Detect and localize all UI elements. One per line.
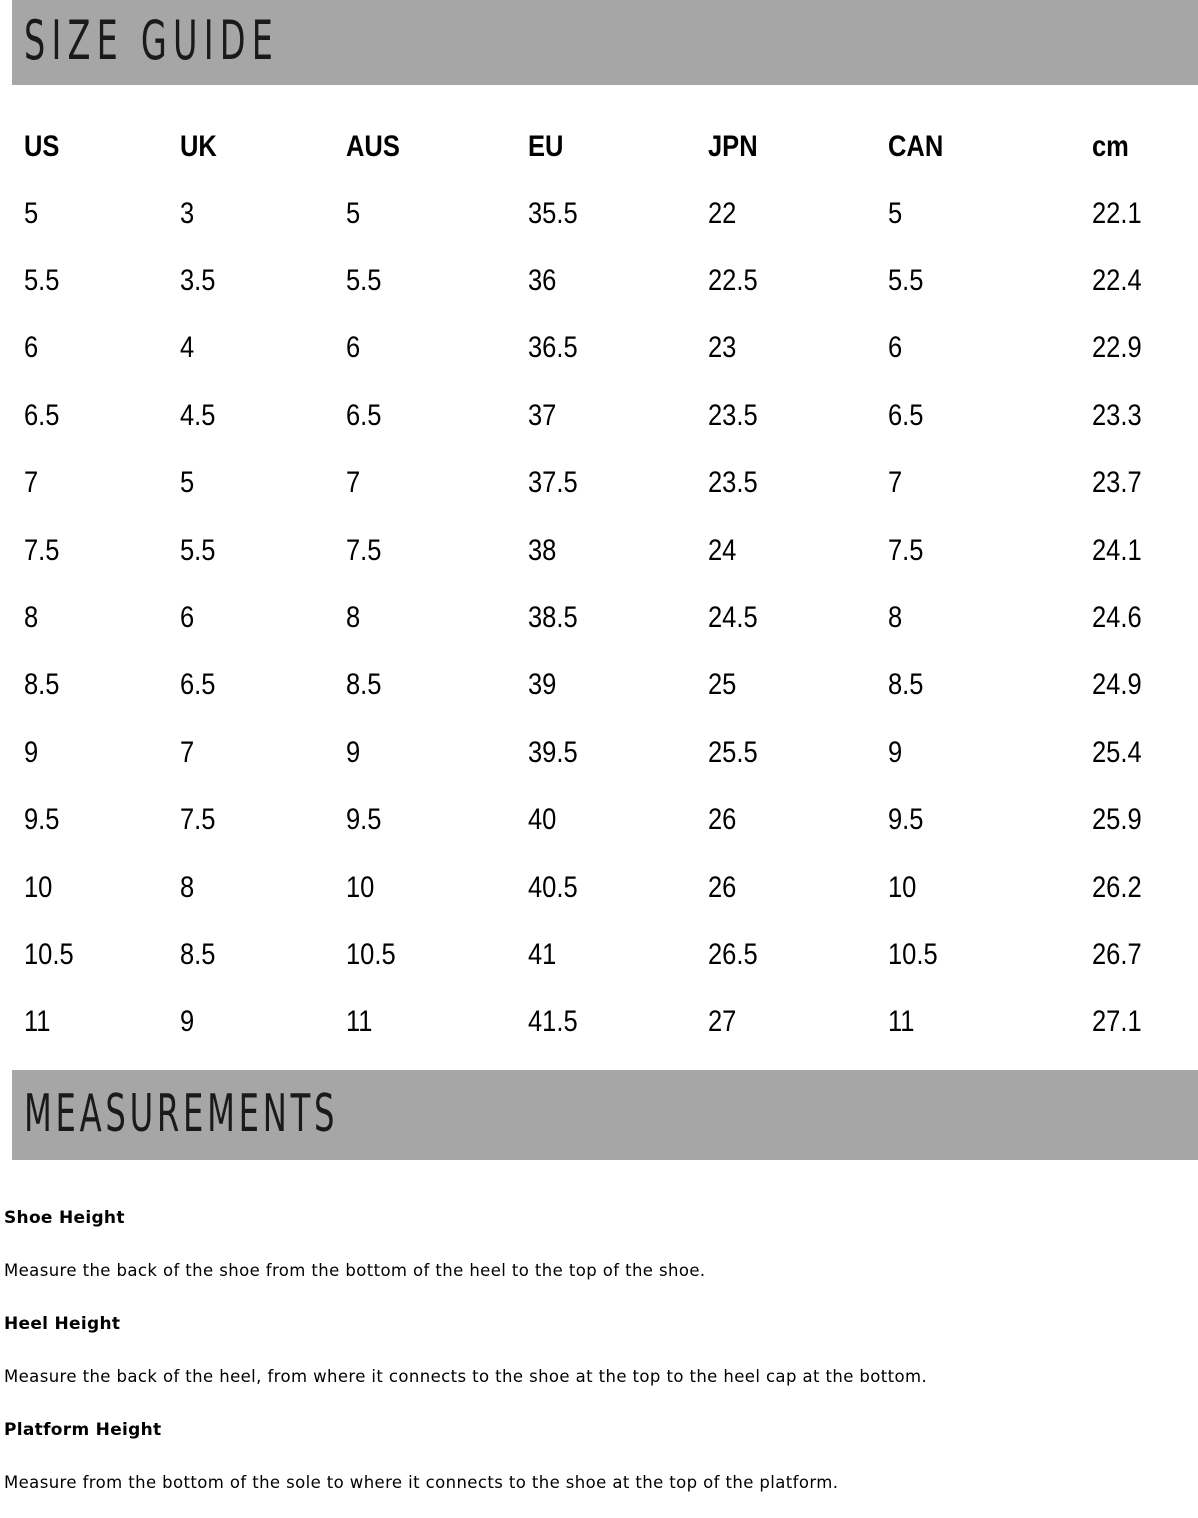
table-cell-value: 36.5: [528, 331, 578, 365]
table-cell: [0, 989, 156, 1056]
table-cell-value: 7: [180, 735, 195, 769]
table-cell-value: 23.3: [1092, 398, 1142, 432]
table-cell-value: 39.5: [528, 735, 578, 769]
table-cell: [156, 382, 322, 449]
table-cell-value: 27: [708, 1005, 737, 1039]
table-cell: [1068, 382, 1198, 449]
table-row: [0, 921, 1198, 988]
table-cell-value: 5: [180, 466, 195, 500]
table-cell-value: 25: [708, 668, 737, 702]
table-cell: [864, 584, 1068, 651]
table-cell: [322, 315, 504, 382]
table-cell: [864, 989, 1068, 1056]
table-cell-value: 8.5: [180, 937, 216, 971]
table-cell: [1068, 989, 1198, 1056]
table-cell-value: 7.5: [888, 533, 924, 567]
measurements-banner: [12, 1070, 1198, 1160]
table-cell-value: 9.5: [24, 803, 60, 837]
table-cell: [504, 584, 684, 651]
column-header: [0, 114, 156, 180]
table-cell: [322, 584, 504, 651]
table-cell-value: 8: [24, 601, 39, 635]
column-header-label: AUS: [346, 130, 400, 163]
table-cell-value: 10.5: [888, 937, 938, 971]
table-cell: [1068, 854, 1198, 921]
table-cell-value: 24.1: [1092, 533, 1142, 567]
table-cell: [504, 247, 684, 314]
table-cell-value: 11: [346, 1005, 373, 1039]
table-cell: [0, 854, 156, 921]
table-cell-value: 40.5: [528, 870, 578, 904]
table-cell: [156, 584, 322, 651]
table-cell-value: 9: [888, 735, 903, 769]
size-guide-banner: [12, 0, 1198, 85]
table-cell-value: 41: [528, 937, 557, 971]
table-cell-value: 6: [346, 331, 361, 365]
table-cell: [864, 247, 1068, 314]
column-header: [156, 114, 322, 180]
table-cell: [156, 247, 322, 314]
table-cell-value: 7: [346, 466, 361, 500]
table-cell: [322, 382, 504, 449]
table-cell-value: 24.6: [1092, 601, 1142, 635]
measurement-description: Measure the back of the heel, from where it connects to the shoe at the top to the heel cap at the bottom.: [4, 1367, 928, 1386]
table-cell: [684, 719, 864, 786]
table-cell-value: 9: [346, 735, 361, 769]
table-cell-value: 35.5: [528, 196, 578, 230]
table-row: [0, 517, 1198, 584]
table-cell-value: 26.2: [1092, 870, 1142, 904]
table-cell: [156, 517, 322, 584]
table-cell: [504, 854, 684, 921]
table-cell-value: 6: [180, 601, 195, 635]
column-header-label: cm: [1092, 130, 1129, 163]
table-cell-value: 22.1: [1092, 196, 1142, 230]
table-cell: [504, 921, 684, 988]
table-cell: [156, 854, 322, 921]
table-cell-value: 23.5: [708, 466, 758, 500]
table-cell: [504, 787, 684, 854]
table-cell-value: 27.1: [1092, 1005, 1142, 1039]
table-cell: [864, 382, 1068, 449]
table-cell: [864, 450, 1068, 517]
table-cell-value: 4: [180, 331, 195, 365]
table-cell: [864, 315, 1068, 382]
table-cell: [684, 315, 864, 382]
table-cell-value: 24.9: [1092, 668, 1142, 702]
table-cell: [684, 450, 864, 517]
table-cell: [684, 517, 864, 584]
table-cell-value: 5: [24, 196, 39, 230]
table-row: [0, 584, 1198, 651]
table-cell-value: 41.5: [528, 1005, 578, 1039]
table-cell-value: 4.5: [180, 398, 216, 432]
table-row: [0, 989, 1198, 1056]
column-header-label: EU: [528, 130, 564, 163]
table-cell: [156, 652, 322, 719]
table-cell: [0, 921, 156, 988]
column-header-label: US: [24, 130, 60, 163]
table-cell-value: 6: [888, 331, 903, 365]
measurements-title: MEASUREMENTS: [24, 1084, 339, 1144]
table-cell-value: 26.7: [1092, 937, 1142, 971]
table-cell-value: 37: [528, 398, 557, 432]
table-cell-value: 26.5: [708, 937, 758, 971]
table-cell: [864, 652, 1068, 719]
table-cell: [1068, 180, 1198, 247]
table-cell-value: 24.5: [708, 601, 758, 635]
table-cell: [156, 315, 322, 382]
table-cell-value: 6.5: [180, 668, 216, 702]
table-cell-value: 38: [528, 533, 557, 567]
table-cell-value: 7.5: [24, 533, 60, 567]
table-cell-value: 22.4: [1092, 264, 1142, 298]
table-cell: [864, 719, 1068, 786]
column-header: [1068, 114, 1198, 180]
size-guide-title: SIZE GUIDE: [24, 9, 280, 72]
table-cell-value: 5.5: [888, 264, 924, 298]
table-row: [0, 787, 1198, 854]
table-cell: [0, 315, 156, 382]
table-cell: [1068, 652, 1198, 719]
table-cell-value: 6.5: [888, 398, 924, 432]
table-cell: [0, 450, 156, 517]
table-row: [0, 382, 1198, 449]
table-cell: [322, 517, 504, 584]
table-cell: [504, 382, 684, 449]
table-cell-value: 6.5: [346, 398, 382, 432]
table-cell: [504, 652, 684, 719]
table-cell-value: 8.5: [346, 668, 382, 702]
table-cell-value: 8.5: [888, 668, 924, 702]
table-cell-value: 9: [180, 1005, 195, 1039]
table-row: [0, 652, 1198, 719]
table-row: [0, 180, 1198, 247]
table-row: [0, 719, 1198, 786]
table-row: [0, 450, 1198, 517]
table-cell-value: 40: [528, 803, 557, 837]
table-cell-value: 22: [708, 196, 737, 230]
table-cell: [322, 247, 504, 314]
table-cell-value: 26: [708, 870, 737, 904]
table-cell-value: 25.9: [1092, 803, 1142, 837]
table-cell: [322, 989, 504, 1056]
table-cell: [156, 989, 322, 1056]
table-cell: [864, 180, 1068, 247]
table-cell-value: 5: [888, 196, 903, 230]
table-cell: [0, 382, 156, 449]
table-cell: [0, 652, 156, 719]
table-cell: [864, 787, 1068, 854]
size-table-header-row: [0, 114, 1198, 180]
table-cell-value: 6.5: [24, 398, 60, 432]
table-cell: [684, 854, 864, 921]
table-cell: [0, 584, 156, 651]
table-cell: [684, 382, 864, 449]
table-row: [0, 315, 1198, 382]
table-cell-value: 11: [24, 1005, 51, 1039]
table-cell: [322, 652, 504, 719]
table-cell-value: 5: [346, 196, 361, 230]
column-header: [322, 114, 504, 180]
table-cell: [864, 921, 1068, 988]
table-cell: [684, 989, 864, 1056]
table-cell: [504, 450, 684, 517]
table-cell: [864, 517, 1068, 584]
table-cell: [504, 719, 684, 786]
table-cell-value: 6: [24, 331, 39, 365]
table-cell-value: 25.4: [1092, 735, 1142, 769]
column-header-label: UK: [180, 130, 217, 163]
measurement-heading: Heel Height: [4, 1314, 121, 1334]
table-row: [0, 854, 1198, 921]
table-cell: [1068, 921, 1198, 988]
table-cell-value: 10: [346, 870, 375, 904]
table-cell: [322, 450, 504, 517]
table-cell-value: 10: [888, 870, 917, 904]
table-cell-value: 10.5: [24, 937, 74, 971]
table-cell: [1068, 247, 1198, 314]
column-header: [684, 114, 864, 180]
table-cell-value: 10.5: [346, 937, 396, 971]
table-cell-value: 10: [24, 870, 53, 904]
table-cell: [156, 719, 322, 786]
table-cell: [0, 719, 156, 786]
table-cell-value: 39: [528, 668, 557, 702]
measurements-list: [4, 1200, 1194, 1518]
table-cell-value: 8: [180, 870, 195, 904]
table-cell: [1068, 787, 1198, 854]
table-cell-value: 5.5: [180, 533, 216, 567]
table-cell: [1068, 517, 1198, 584]
table-cell-value: 9.5: [346, 803, 382, 837]
column-header-label: CAN: [888, 130, 944, 163]
table-cell-value: 3: [180, 196, 195, 230]
table-cell-value: 9: [24, 735, 39, 769]
table-cell: [684, 247, 864, 314]
column-header-label: JPN: [708, 130, 758, 163]
size-table: [0, 114, 1198, 1056]
table-cell: [156, 450, 322, 517]
table-cell: [504, 315, 684, 382]
table-cell: [0, 517, 156, 584]
table-cell: [322, 787, 504, 854]
table-cell: [684, 180, 864, 247]
table-cell-value: 36: [528, 264, 557, 298]
table-cell: [0, 180, 156, 247]
table-cell-value: 3.5: [180, 264, 216, 298]
table-cell-value: 26: [708, 803, 737, 837]
table-cell-value: 23: [708, 331, 737, 365]
table-cell-value: 7.5: [346, 533, 382, 567]
size-table-body: [0, 180, 1198, 1056]
table-cell-value: 23.7: [1092, 466, 1142, 500]
table-cell: [684, 787, 864, 854]
table-cell: [322, 854, 504, 921]
table-cell: [684, 652, 864, 719]
table-cell-value: 38.5: [528, 601, 578, 635]
table-cell: [0, 787, 156, 854]
table-cell-value: 23.5: [708, 398, 758, 432]
table-cell: [1068, 315, 1198, 382]
table-cell-value: 7: [888, 466, 903, 500]
table-cell-value: 5.5: [24, 264, 60, 298]
table-cell: [1068, 719, 1198, 786]
table-cell-value: 8.5: [24, 668, 60, 702]
table-cell-value: 8: [888, 601, 903, 635]
table-cell-value: 8: [346, 601, 361, 635]
table-cell: [504, 989, 684, 1056]
table-cell: [1068, 450, 1198, 517]
table-cell-value: 25.5: [708, 735, 758, 769]
measurement-description: Measure from the bottom of the sole to where it connects to the shoe at the top of the platform.: [4, 1473, 839, 1492]
table-cell-value: 24: [708, 533, 737, 567]
table-cell: [864, 854, 1068, 921]
table-cell: [322, 719, 504, 786]
table-cell-value: 37.5: [528, 466, 578, 500]
table-cell: [1068, 584, 1198, 651]
table-cell: [504, 180, 684, 247]
column-header: [864, 114, 1068, 180]
table-cell: [322, 921, 504, 988]
table-cell-value: 9.5: [888, 803, 924, 837]
table-cell: [684, 584, 864, 651]
measurement-description: Measure the back of the shoe from the bottom of the heel to the top of the shoe.: [4, 1261, 706, 1280]
table-cell: [684, 921, 864, 988]
measurement-heading: Platform Height: [4, 1420, 162, 1440]
column-header: [504, 114, 684, 180]
table-cell-value: 11: [888, 1005, 915, 1039]
table-cell: [322, 180, 504, 247]
table-cell: [156, 180, 322, 247]
measurement-heading: Shoe Height: [4, 1208, 125, 1228]
table-cell-value: 5.5: [346, 264, 382, 298]
table-cell: [504, 517, 684, 584]
table-cell: [156, 787, 322, 854]
table-cell-value: 22.5: [708, 264, 758, 298]
table-cell: [156, 921, 322, 988]
table-cell-value: 7.5: [180, 803, 216, 837]
table-row: [0, 247, 1198, 314]
table-cell-value: 7: [24, 466, 39, 500]
table-cell: [0, 247, 156, 314]
table-cell-value: 22.9: [1092, 331, 1142, 365]
